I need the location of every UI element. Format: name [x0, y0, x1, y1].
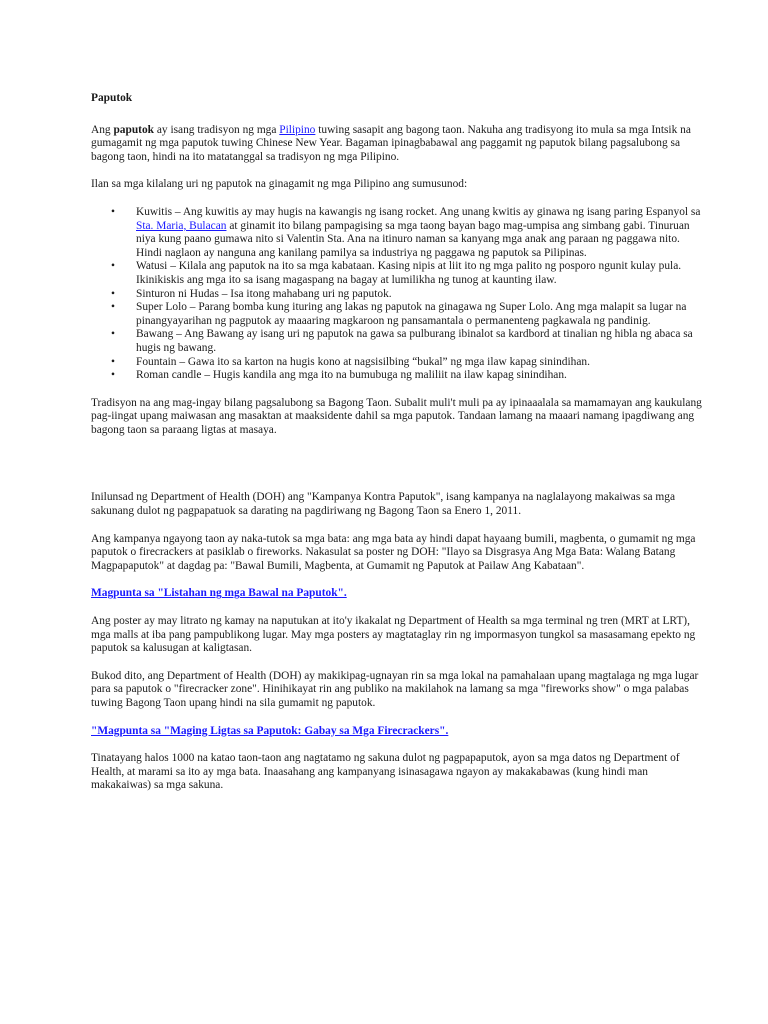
injury-statistics-paragraph: Tinatayang halos 1000 na katao taon-taon ang nagtatamo ng sakuna dulot ng pagpapaputok, ayon sa mga datos ng Department of Health, at marami sa ito ay mga bata. Inaasahang ang kampanyang isinasagawa ngayon ay makakabawas (kung hindi man makakaiwas) sa mga sakuna.	[91, 752, 680, 792]
list-item-super-lolo: • Super Lolo – Parang bomba kung ituring ang lakas ng paputok na ginagawa ng Super Lolo. Ang mga malapit sa lugar na pinangyayarihan ng pagputok ay maaaring magkaroon ng pansamantala o permanenteng pagkawala ng pandinig.	[136, 301, 708, 328]
firecracker-types-list	[91, 206, 708, 383]
list-item-bawang: • Bawang – Ang Bawang ay isang uri ng paputok na gawa sa pulburang ibinalot sa kardbord at tinalian ng hibla ng abaca sa hugis ng bawang.	[136, 328, 708, 355]
list-item-watusi: • Watusi – Kilala ang paputok na ito sa mga kabataan. Kasing nipis at liit ito ng mga palito ng posporo ngunit kulay pula. Ikinikiskis ang mga ito sa isang magaspang na bagay at lumilikha ng tunog at kaunting ilaw.	[136, 260, 708, 287]
kuwitis-text-after: at ginamit ito bilang pampagising sa mga taong bayan bago mag-umpisa ang simbang gabi. Tinuruan niya kung paano gumawa nito si Valentin Sta. Ana na itinuro naman sa kanyang mga anak ang paraan ng paggawa nito. Hindi naglaon ay nanguna ang kanilang pamilya sa industriya ng paggawa ng paputok sa Pilipinas.	[136, 219, 690, 259]
lgu-paragraph: Bukod dito, ang Department of Health (DOH) ay makikipag-ugnayan rin sa mga lokal na pamahalaan upang magtalaga ng mga lugar para sa paputok o "firecracker zone". Hinihikayat rin ang publiko na makilahok na lamang sa mga "fireworks show" o mga palabas tuwing Bagong Taon upang hindi na sila gumamit ng paputok.	[91, 669, 699, 709]
banned-firecrackers-list-link[interactable]: Magpunta sa "Listahan ng mga Bawal na Paputok".	[91, 587, 347, 600]
list-item-fountain: • Fountain – Gawa ito sa karton na hugis kono at nagsisilbing “bukal” ng mga ilaw kapag sinindihan.	[136, 356, 708, 370]
tradition-paragraph: Tradisyon na ang mag-ingay bilang pagsalubong sa Bagong Taon. Subalit muli't muli pa ay ipinaaalala sa mamamayan ang kaukulang pag-iingat upang maiwasan ang masaktan at maaksidente dahil sa mga paputok. Tandaan lamang na maaari namang ipagdiwang ang bagong taon sa paraang ligtas at masaya.	[91, 396, 702, 436]
pilipino-link[interactable]: Pilipino	[279, 123, 316, 136]
intro-paragraph	[91, 124, 708, 165]
intro-prefix: Ang	[91, 123, 114, 136]
intro-bold-word: paputok	[113, 123, 154, 136]
firecracker-safety-guide-link[interactable]: "Magpunta sa "Maging Ligtas sa Paputok: Gabay sa Mga Firecrackers".	[91, 724, 449, 737]
list-item-roman-candle: • Roman candle – Hugis kandila ang mga ito na bumubuga ng maliliit na ilaw kapag sinindihan.	[136, 369, 708, 383]
doh-campaign-paragraph: Inilunsad ng Department of Health (DOH) ang "Kampanya Kontra Paputok", isang kampanya na naglalayong makaiwas sa mga sakunang dulot ng pagpapatuok sa darating na pagdiriwang ng Bagong Taon sa Enero 1, 2011.	[91, 491, 676, 518]
list-item-sinturon: • Sinturon ni Hudas – Isa itong mahabang uri ng paputok.	[136, 288, 708, 302]
section-gap	[91, 451, 708, 491]
document-title: Paputok	[91, 92, 133, 104]
kuwitis-text-before: Kuwitis – Ang kuwitis ay may hugis na kawangis ng isang rocket. Ang unang kwitis ay ginawa ng isang paring Espanyol sa	[136, 205, 701, 218]
list-intro: Ilan sa mga kilalang uri ng paputok na ginagamit ng mga Pilipino ang sumusunod:	[91, 178, 468, 191]
sta-maria-bulacan-link[interactable]: Sta. Maria, Bulacan	[136, 219, 227, 232]
children-campaign-paragraph: Ang kampanya ngayong taon ay naka-tutok sa mga bata: ang mga bata ay hindi dapat hayaang bumili, magbenta, o gumamit ng mga paputok o firecrackers at pasiklab o fireworks. Nakasulat sa poster ng DOH: "Ilayo sa Disgrasya Ang Mga Bata: Walang Batang Magpapaputok" at dagdag pa: "Bawal Bumili, Magbenta, at Gumamit ng Paputok at Pailaw Ang Kabataan".	[91, 532, 696, 572]
intro-middle: ay isang tradisyon ng mga	[154, 123, 280, 136]
intro-rest: tuwing sasapit ang bagong taon. Nakuha ang tradisyong ito mula sa mga Intsik na gumagamit ng mga paputok tuwing Chinese New Year. Bagaman ipinagbabawal ang paggamit ng paputok bilang pagsalubong sa bagong taon, hindi na ito matatanggal sa tradisyon ng mga Pilipino.	[91, 123, 691, 163]
poster-paragraph: Ang poster ay may litrato ng kamay na naputukan at ito'y ikakalat ng Department of Health sa mga terminal ng tren (MRT at LRT), mga malls at iba pang pampublikong lugar. May mga posters ay magtataglay rin ng impormasyon tungkol sa masasamang epekto ng paputok sa kalusugan at kaligtasan.	[91, 615, 696, 655]
list-item-kuwitis	[136, 206, 708, 260]
